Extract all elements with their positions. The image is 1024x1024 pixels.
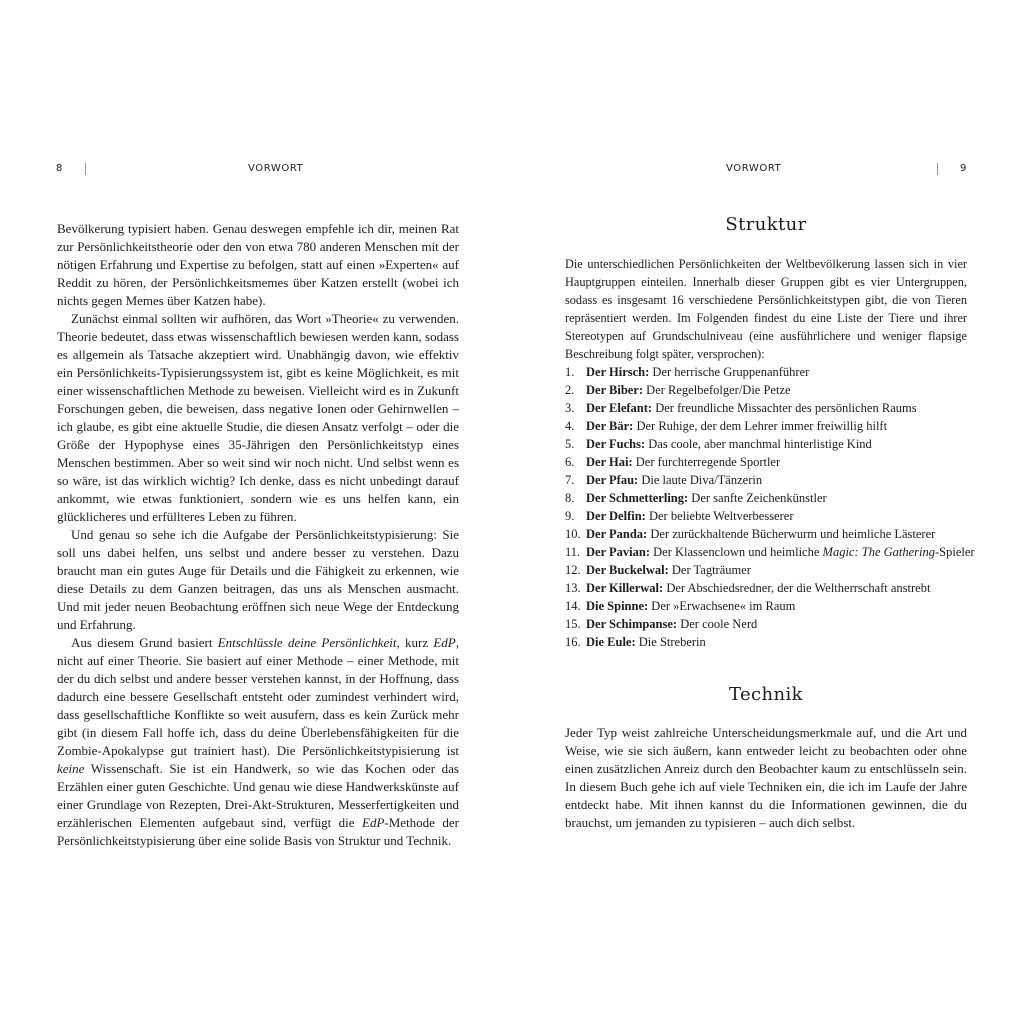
animal-name: Der Biber: xyxy=(586,383,644,397)
struktur-intro xyxy=(565,255,967,363)
list-number: 6. xyxy=(565,455,575,469)
type-description-tail: -Spieler xyxy=(935,545,975,559)
type-description: Der freundliche Missachter des persönlichen Raums xyxy=(652,401,917,415)
paragraph: Die unterschiedlichen Persönlichkeiten der Weltbevölkerung lassen sich in vier Hauptgruppen einteilen. Innerhalb dieser Gruppen gibt es vier Untergruppen, sodass es insgesamt 16 verschiedene Persönlichkeitstypen gibt, die von Tieren repräsentiert werden. Im Folgenden findest du eine Liste der Tiere und ihrer Stereotypen auf Grundschulniveau (eine ausführlichere und weniger flapsige Beschreibung folgt später, versprochen): xyxy=(565,257,967,361)
running-header-left: VORWORT xyxy=(248,163,304,174)
paragraph: Und genau so sehe ich die Aufgabe der Persönlichkeitstypisierung: Sie soll uns dabei helfen, uns selbst und andere besser zu verstehen. Dazu braucht man ein gutes Auge für Details und die Fähigkeit zu erkennen, wie diese Details zu dem Ganzen beitragen, das uns als Menschen ausmacht. Und mit jeder neuen Beobachtung eröffnen sich neue Wege der Entdeckung und Erfahrung. xyxy=(57,527,459,632)
animal-name: Der Killerwal: xyxy=(586,581,664,595)
animal-name: Der Schimpanse: xyxy=(586,617,678,631)
left-body-text xyxy=(57,220,459,850)
list-number: 12. xyxy=(565,563,581,577)
game-title: Magic: The Gathering xyxy=(822,545,936,559)
list-number: 4. xyxy=(565,419,575,433)
list-item xyxy=(565,507,975,525)
section-title-technik: Technik xyxy=(729,684,803,705)
type-description: Das coole, aber manchmal hinterlistige Kind xyxy=(645,437,872,451)
list-number: 13. xyxy=(565,581,581,595)
page-number-right: 9 xyxy=(960,163,967,174)
type-description: Der coole Nerd xyxy=(677,617,758,631)
section-title-struktur: Struktur xyxy=(725,214,807,235)
type-description: Der Tagträumer xyxy=(668,563,751,577)
list-item xyxy=(565,435,975,453)
animal-name: Der Schmetterling: xyxy=(586,491,689,505)
paragraph: Bevölkerung typisiert haben. Genau deswegen empfehle ich dir, meinen Rat zur Persönlichkeitstheorie oder den von etwa 780 anderen Menschen mit der nötigen Erfahrung und Expertise zu befolgen, statt auf einen »Experten« auf Reddit zu hören, der Persönlichkeitsmemes über Katzen erstellt (wobei ich nichts gegen Memes über Katzen habe). xyxy=(57,221,459,308)
page-number-left: 8 xyxy=(56,163,63,174)
animal-name: Der Fuchs: xyxy=(586,437,646,451)
list-item xyxy=(565,471,975,489)
list-number: 16. xyxy=(565,635,581,649)
type-description: Die laute Diva/Tänzerin xyxy=(638,473,763,487)
personality-type-list xyxy=(565,363,975,651)
animal-name: Der Buckelwal: xyxy=(586,563,669,577)
type-description: Der beliebte Weltverbesserer xyxy=(645,509,794,523)
list-number: 3. xyxy=(565,401,575,415)
animal-name: Der Panda: xyxy=(586,527,648,541)
list-number: 1. xyxy=(565,365,575,379)
book-title: Entschlüssle deine Persönlichkeit xyxy=(217,635,397,650)
list-item xyxy=(565,489,975,507)
list-item xyxy=(565,633,975,651)
animal-name: Die Eule: xyxy=(586,635,636,649)
edp-abbrev: EdP xyxy=(433,635,456,650)
animal-name: Der Delfin: xyxy=(586,509,646,523)
list-number: 15. xyxy=(565,617,581,631)
list-item xyxy=(565,399,975,417)
header-divider-right xyxy=(937,163,938,175)
list-item xyxy=(565,579,975,597)
edp-abbrev: EdP xyxy=(362,815,385,830)
animal-name: Der Pfau: xyxy=(586,473,639,487)
list-item xyxy=(565,525,975,543)
animal-name: Der Bär: xyxy=(586,419,634,433)
paragraph: Zunächst einmal sollten wir aufhören, das Wort »Theorie« zu verwenden. Theorie bedeutet, dass etwas wissenschaftlich bewiesen werden kann, sodass es allgemein als Tatsache akzeptiert wird. Unabhängig davon, wie effektiv ein Persönlichkeits-Typisierungssystem ist, gibt es keine Möglichkeit, es mit einer wissenschaftlichen Methode zu beweisen. Vielleicht wird es in Zukunft Forschungen geben, die beweisen, dass negative Ionen oder Gehirnwellen – ich glaube, es gibt eine aktuelle Studie, die diesen Ansatz verfolgt – oder die Größe der Hypophyse eines 35-Jährigen den Persönlichkeitstyp eines Menschen bestimmen. Aber so weit sind wir noch nicht. Und selbst wenn es so wäre, ist das wirklich wichtig? Ich denke, dass es nicht unbedingt darauf ankommt, wie etwas funktioniert, sondern wie es uns helfen kann, ein glücklicheres und erfüllteres Leben zu führen. xyxy=(57,311,459,524)
paragraph: Aus diesem Grund basiert Entschlüssle deine Persönlichkeit, kurz EdP, nicht auf einer Theorie. Sie basiert auf einer Methode – einer Methode, mit der du dich selbst und andere besser verstehen kannst, in der Hoffnung, dass dadurch eine bessere Gesellschaft entsteht oder zumindest verhindert wird, dass gesellschaftliche Konflikte so weit ausufern, dass es kein Zurück mehr gibt (in diesem Fall hoffe ich, dass du deine Überlebensfähigkeiten für die Zombie-Apokalypse gut trainiert hast). Die Persönlichkeitstypisierung ist keine Wissenschaft. Sie ist ein Handwerk, so wie das Kochen oder das Erzählen einer guten Geschichte. Und genau wie diese Handwerkskünste auf einer Grundlage von Rezepten, Drei-Akt-Strukturen, Messerfertigkeiten und erzählerischen Elementen aufgebaut sind, verfügt die EdP-Methode der Persönlichkeitstypisierung über eine solide Basis von Struktur und Technik. xyxy=(57,635,460,848)
list-number: 10. xyxy=(565,527,581,541)
header-divider-left xyxy=(85,163,86,175)
right-page xyxy=(512,0,1024,1024)
type-description: Der Klassenclown und heimliche xyxy=(650,545,823,559)
type-description: Der sanfte Zeichenkünstler xyxy=(688,491,827,505)
animal-name: Der Elefant: xyxy=(586,401,653,415)
list-item xyxy=(565,561,975,579)
list-number: 2. xyxy=(565,383,575,397)
animal-name: Die Spinne: xyxy=(586,599,649,613)
type-description: Der »Erwachsene« im Raum xyxy=(648,599,796,613)
type-description: Der Regelbefolger/Die Petze xyxy=(643,383,791,397)
emphasis: keine xyxy=(57,761,85,776)
type-description: Der zurückhaltende Bücherwurm und heimliche Lästerer xyxy=(647,527,936,541)
list-number: 14. xyxy=(565,599,581,613)
list-item xyxy=(565,543,975,561)
type-description: Der Abschiedsredner, der die Weltherrschaft anstrebt xyxy=(663,581,931,595)
animal-name: Der Pavian: xyxy=(586,545,650,559)
type-description: Die Streberin xyxy=(635,635,706,649)
list-item xyxy=(565,417,975,435)
list-number: 7. xyxy=(565,473,575,487)
list-item xyxy=(565,615,975,633)
list-item xyxy=(565,381,975,399)
list-number: 11. xyxy=(565,545,581,559)
animal-name: Der Hirsch: xyxy=(586,365,650,379)
type-description: Der furchterregende Sportler xyxy=(632,455,781,469)
paragraph: Jeder Typ weist zahlreiche Unterscheidungsmerkmale auf, und die Art und Weise, wie sie sich äußern, kann entweder leicht zu beobachten oder ohne einen zusätzlichen Anreiz durch den Beobachter kaum zu entschlüsseln sein. In diesem Buch gehe ich auf viele Techniken ein, die ich im Laufe der Jahre entdeckt habe. Mit ihnen kannst du die Informationen gewinnen, die du brauchst, um jemanden zu typisieren – auch dich selbst. xyxy=(565,725,967,830)
list-number: 8. xyxy=(565,491,575,505)
list-number: 9. xyxy=(565,509,575,523)
type-description: Der Ruhige, der dem Lehrer immer freiwillig hilft xyxy=(633,419,888,433)
running-header-right: VORWORT xyxy=(726,163,782,174)
technik-text xyxy=(565,724,967,832)
list-item xyxy=(565,453,975,471)
list-item xyxy=(565,597,975,615)
animal-name: Der Hai: xyxy=(586,455,633,469)
list-item xyxy=(565,363,975,381)
list-number: 5. xyxy=(565,437,575,451)
type-description: Der herrische Gruppenanführer xyxy=(649,365,810,379)
